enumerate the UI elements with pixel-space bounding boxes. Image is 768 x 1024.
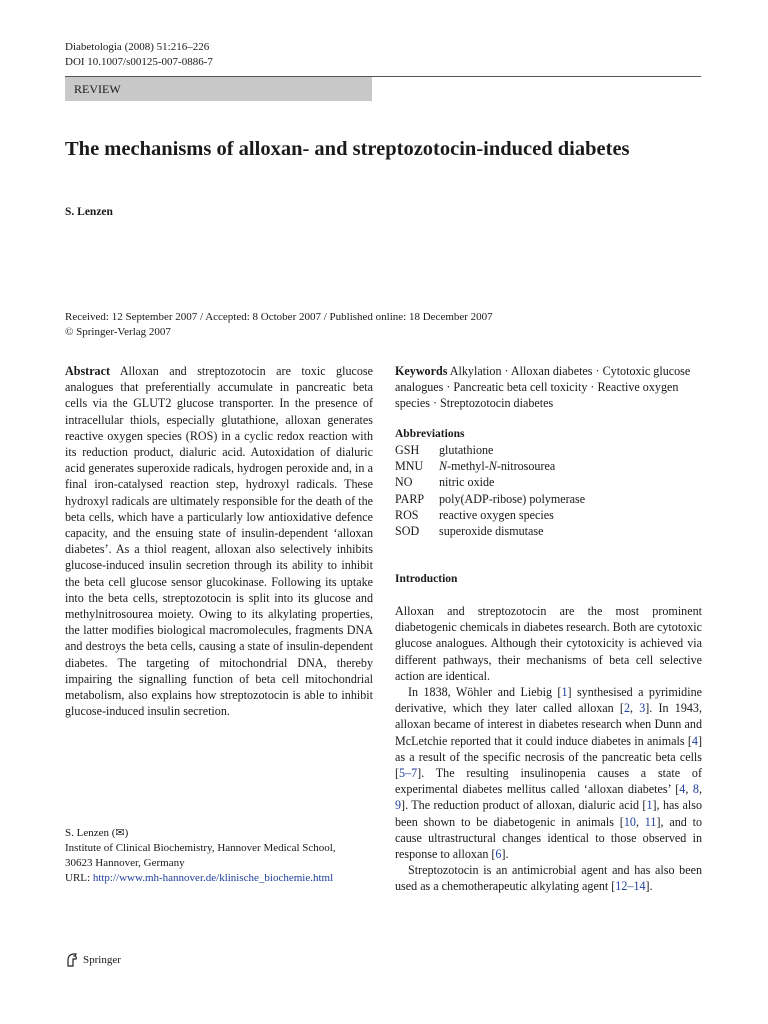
abbreviation-key: NO [395, 475, 413, 490]
abbreviations-heading: Abbreviations [395, 428, 465, 440]
abstract-label: Abstract [65, 364, 111, 378]
section-label: REVIEW [65, 77, 372, 101]
abbreviation-key: SOD [395, 524, 420, 539]
dates-line: Received: 12 September 2007 / Accepted: 8 October 2007 / Published online: 18 December 2007 [65, 311, 493, 323]
abbreviations-table [395, 442, 702, 539]
intro-paragraph-3: Streptozotocin is an antimicrobial agent and has also been used as a chemotherapeutic alkylating agent [12–14]. [395, 863, 702, 894]
abbreviation-row [395, 474, 702, 490]
abbreviation-key: GSH [395, 443, 420, 457]
keywords-label: Keywords [395, 364, 448, 378]
abstract-text: Alloxan and streptozotocin are toxic glucose analogues that preferentially accumulate in pancreatic beta cells via the GLUT2 glucose transporter. In the presence of intracellular thiols, especially glutathione, alloxan generates reactive oxygen species (ROS) in a cyclic redox reaction with its reduction product, dialuric acid. Autoxidation of dialuric acid generates superoxide radicals, hydrogen peroxide and, in a final iron-catalysed reaction step, hydroxyl radicals. These hydroxyl radicals are ultimately responsible for the death of the beta cells, which have a particularly low antioxidative defence capacity, and the ensuing state of insulin-dependent ‘alloxan diabetes’. As a thiol reagent, alloxan also selectively inhibits glucose-induced insulin secretion through its ability to inhibit the beta cell glucose sensor glucokinase. Following its uptake into the beta cells, streptozotocin is split into its glucose and methylnitrosourea moiety. Owing to its alkylating properties, the latter modifies biological macromolecules, fragments DNA and destroys the beta cells, causing a state of insulin-dependent diabetes. The targeting of mitochondrial DNA, thereby impairing the signalling function of beta cell mitochondrial metabolism, also explains how streptozotocin is able to inhibit glucose-induced insulin secretion. [65, 364, 373, 719]
intro-paragraph-2: In 1838, Wöhler and Liebig [1] synthesised a pyrimidine derivative, which they later called alloxan [2, 3]. In 1943, alloxan became of interest in diabetes research when Dunn and McLetchie reported that it could induce diabetes in animals [4] as a result of the specific necrosis of the pancreatic beta cells [5–7]. The resulting insulinopenia causes a state of experimental diabetes mellitus called ‘alloxan diabetes’ [4, 8, 9]. The reduction product of alloxan, dialuric acid [1], has also been shown to be diabetogenic in animals [10, 11], and to cause ultrastructural changes identical to those observed in response to alloxan [6]. [395, 685, 703, 862]
abbreviation-definition: N-methyl-N-nitrosourea [439, 459, 556, 474]
correspondence [65, 826, 385, 886]
correspondence-name: S. Lenzen (✉) [65, 827, 129, 839]
springer-horse-icon [65, 953, 79, 967]
abbreviation-row [395, 507, 702, 523]
introduction-heading: Introduction [395, 573, 458, 585]
keywords [395, 363, 702, 412]
journal-citation: Diabetologia (2008) 51:216–226 [65, 41, 210, 53]
abbreviation-key: MNU [395, 459, 424, 474]
keywords-text: Alkylation · Alloxan diabetes · Cytotoxic glucose analogues · Pancreatic beta cell toxicity · Reactive oxygen species · Streptozotocin diabetes [395, 364, 691, 411]
abbreviation-row [395, 442, 702, 458]
abbreviation-row [395, 458, 702, 474]
correspondence-url-line [65, 871, 385, 886]
abbreviation-definition: nitric oxide [439, 475, 495, 490]
abbreviation-row [395, 523, 702, 539]
publisher-footer [65, 953, 121, 967]
article-title: The mechanisms of alloxan- and streptozotocin-induced diabetes [65, 138, 630, 160]
abbreviation-definition: reactive oxygen species [439, 507, 554, 522]
abbreviation-definition: glutathione [439, 443, 494, 457]
abbreviation-key: ROS [395, 507, 419, 522]
publisher-name: Springer [83, 954, 121, 966]
abbreviation-definition: superoxide dismutase [439, 524, 544, 539]
abbreviation-definition: poly(ADP-ribose) polymerase [439, 491, 586, 506]
abbreviation-key: PARP [395, 491, 425, 506]
correspondence-city: 30623 Hannover, Germany [65, 857, 185, 869]
doi: DOI 10.1007/s00125-007-0886-7 [65, 56, 213, 68]
copyright: © Springer-Verlag 2007 [65, 326, 171, 338]
correspondence-institute: Institute of Clinical Biochemistry, Hannover Medical School, [65, 842, 336, 854]
abstract [65, 363, 373, 719]
introduction-body [395, 603, 702, 895]
url-label: URL: [65, 872, 93, 884]
intro-paragraph-1: Alloxan and streptozotocin are the most prominent diabetogenic chemicals in diabetes research. Both are cytotoxic glucose analogues. Although their cytotoxicity is achieved via different pathways, their mechanisms of beta cell selective action are identical. [395, 604, 702, 683]
author: S. Lenzen [65, 206, 113, 218]
abbreviation-row [395, 491, 702, 507]
publication-dates [65, 310, 493, 340]
journal-header [65, 40, 213, 70]
institute-url-link[interactable]: http://www.mh-hannover.de/klinische_biochemie.html [92, 872, 334, 884]
